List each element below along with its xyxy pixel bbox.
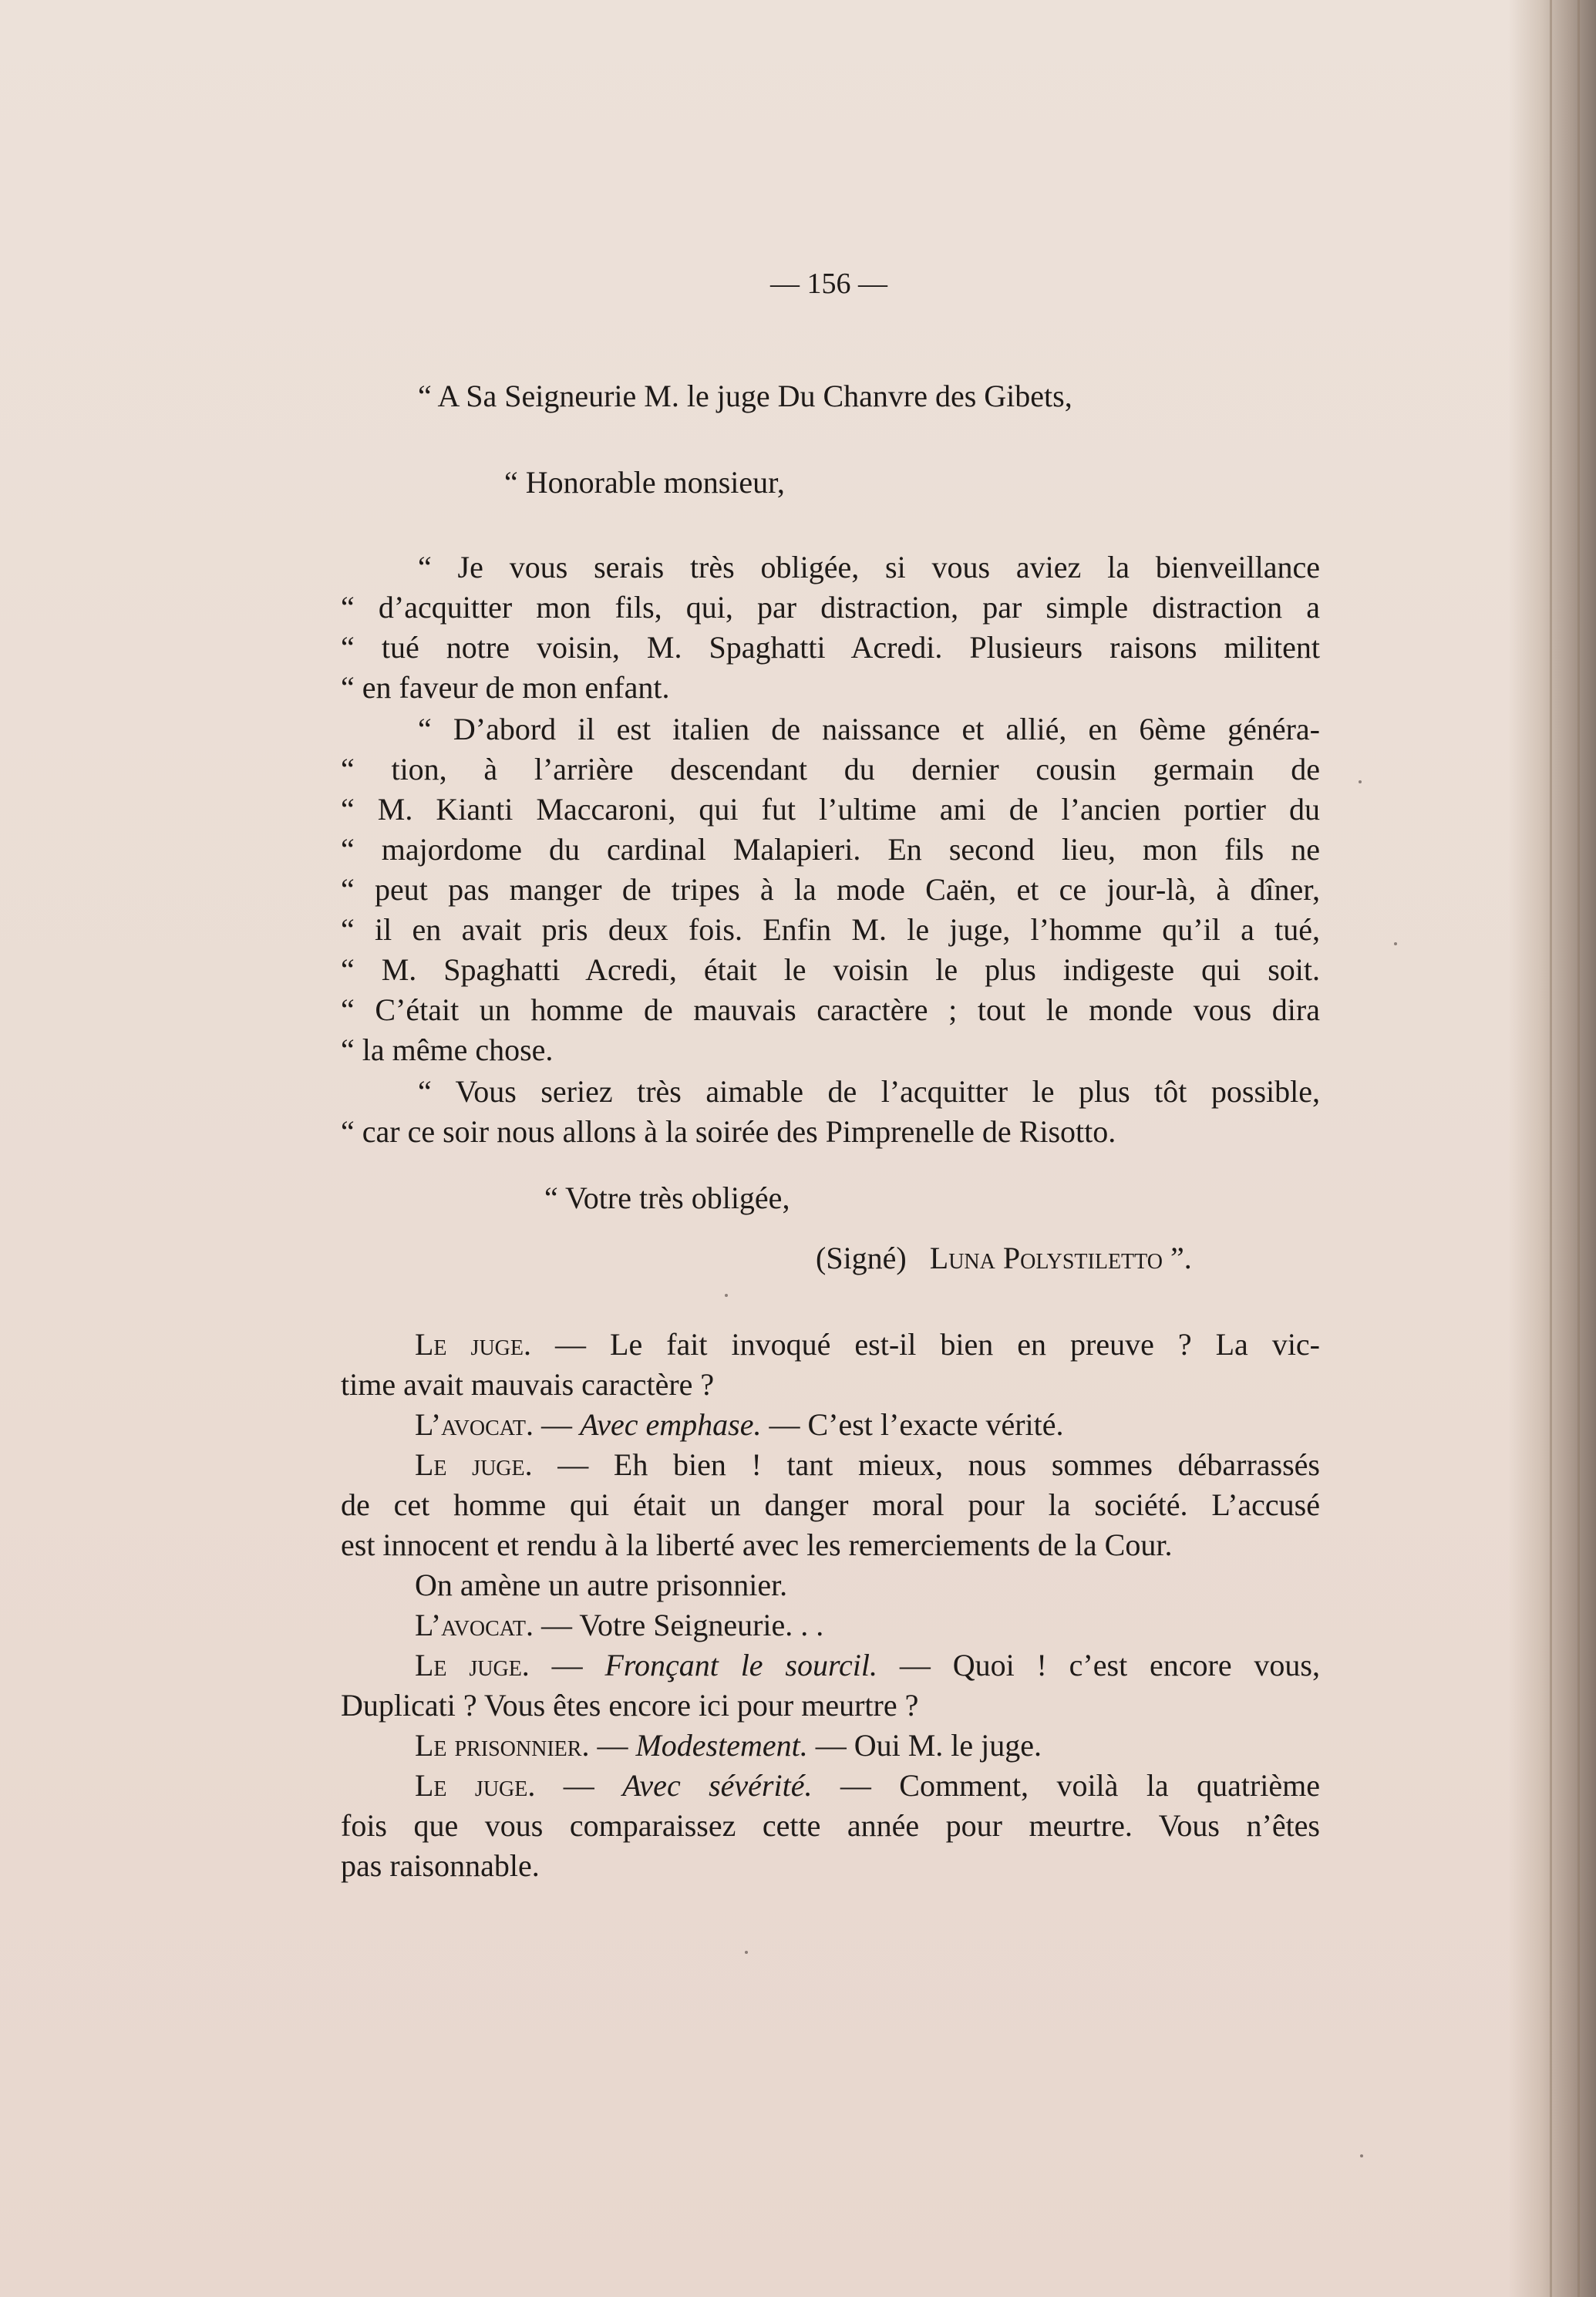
paper-speck [1360,2154,1363,2157]
dialogue-line: est innocent et rendu à la liberté avec les remerciements de la Cour. [341,1527,1173,1562]
signature-name: Luna Polystiletto [929,1241,1163,1275]
text-line: “ car ce soir nous allons à la soirée des Pimprenelle de Risotto. [341,1114,1116,1149]
dialogue-text: — C’est l’exacte vérité. [761,1407,1064,1442]
dialogue-line [415,1726,1320,1766]
signature-suffix: ”. [1162,1241,1192,1275]
speaker-name: Le juge. [415,1768,536,1803]
paper-speck [1394,942,1397,945]
dialogue-text: — Votre Seigneurie. . . [534,1608,824,1642]
dialogue-line [415,1325,1320,1365]
dialogue-text: — Quoi ! c’est encore vous, [877,1648,1320,1682]
text-line: “ tué notre voisin, M. Spaghatti Acredi. Plusieurs raisons militent [341,630,1320,665]
text-line: “ tion, à l’arrière descendant du dernier cousin germain de [341,752,1320,786]
page-edge-line [1550,0,1552,2297]
dialogue-text: — Le fait invoqué est-il bien en preuve ? La vic- [531,1327,1320,1362]
paper-speck [1359,780,1362,783]
signature-prefix: (Signé) [816,1241,907,1275]
speaker-name: Le juge. [415,1447,533,1482]
dialogue-text: — [535,1768,623,1803]
stage-direction: Avec sévérité. [622,1768,813,1803]
text-line: “ en faveur de mon enfant. [341,670,670,705]
dialogue-line [415,1766,1320,1806]
text-line: “ Je vous serais très obligée, si vous aviez la bienveillance [418,550,1320,584]
dialogue-text: — Eh bien ! tant mieux, nous sommes débarrassés [532,1447,1320,1482]
text-line: “ Vous seriez très aimable de l’acquitter le plus tôt possible, [418,1074,1320,1109]
speaker-name: L’avocat. [415,1608,534,1642]
dialogue-line [415,1605,1320,1645]
dialogue-text: — [529,1648,605,1682]
text-line: “ d’acquitter mon fils, qui, par distraction, par simple distraction a [341,590,1320,625]
paper-speck [725,1294,728,1297]
speaker-name: L’avocat. [415,1407,534,1442]
dialogue-text: — Oui M. le juge. [807,1728,1042,1763]
narration-line: On amène un autre prisonnier. [415,1568,788,1602]
text-line: “ D’abord il est italien de naissance et allié, en 6ème généra- [418,712,1320,746]
paper-speck [745,1951,748,1954]
letter-salutation: “ Honorable monsieur, [504,465,785,500]
page-edge-line [1577,0,1580,2297]
letter-signature [816,1238,1320,1278]
dialogue-text: — [534,1407,581,1442]
speaker-name: Le prisonnier. [415,1728,590,1763]
dialogue-line: Duplicati ? Vous êtes encore ici pour meurtre ? [341,1688,919,1723]
stage-direction: Avec emphase. [580,1407,762,1442]
speaker-name: Le juge. [415,1327,531,1362]
text-line: “ M. Kianti Maccaroni, qui fut l’ultime ami de l’ancien portier du [341,792,1320,827]
stage-direction: Fronçant le sourcil. [604,1648,878,1682]
text-line: “ il en avait pris deux fois. Enfin M. le juge, l’homme qu’il a tué, [341,912,1320,947]
dialogue-line [415,1405,1320,1445]
stage-direction: Modestement. [635,1728,808,1763]
dialogue-text: — [589,1728,636,1763]
page-number: — 156 — [770,268,887,300]
text-line: “ C’était un homme de mauvais caractère ; tout le monde vous dira [341,992,1320,1027]
speaker-name: Le juge. [415,1648,530,1682]
dialogue-line [415,1445,1320,1485]
dialogue-line: pas raisonnable. [341,1848,540,1883]
text-line: “ majordome du cardinal Malapieri. En second lieu, mon fils ne [341,832,1320,867]
dialogue-line [415,1645,1320,1686]
dialogue-line: time avait mauvais caractère ? [341,1367,715,1402]
text-line: “ M. Spaghatti Acredi, était le voisin le plus indigeste qui soit. [341,952,1320,987]
letter-closing: “ Votre très obligée, [544,1180,790,1215]
text-line: “ peut pas manger de tripes à la mode Caën, et ce jour-là, à dîner, [341,872,1320,907]
dialogue-line: fois que vous comparaissez cette année pour meurtre. Vous n’êtes [341,1808,1320,1843]
dialogue-line: de cet homme qui était un danger moral pour la société. L’accusé [341,1487,1320,1522]
text-line: “ la même chose. [341,1032,554,1067]
dialogue-text: — Comment, voilà la quatrième [812,1768,1321,1803]
letter-address: “ A Sa Seigneurie M. le juge Du Chanvre des Gibets, [418,379,1072,413]
